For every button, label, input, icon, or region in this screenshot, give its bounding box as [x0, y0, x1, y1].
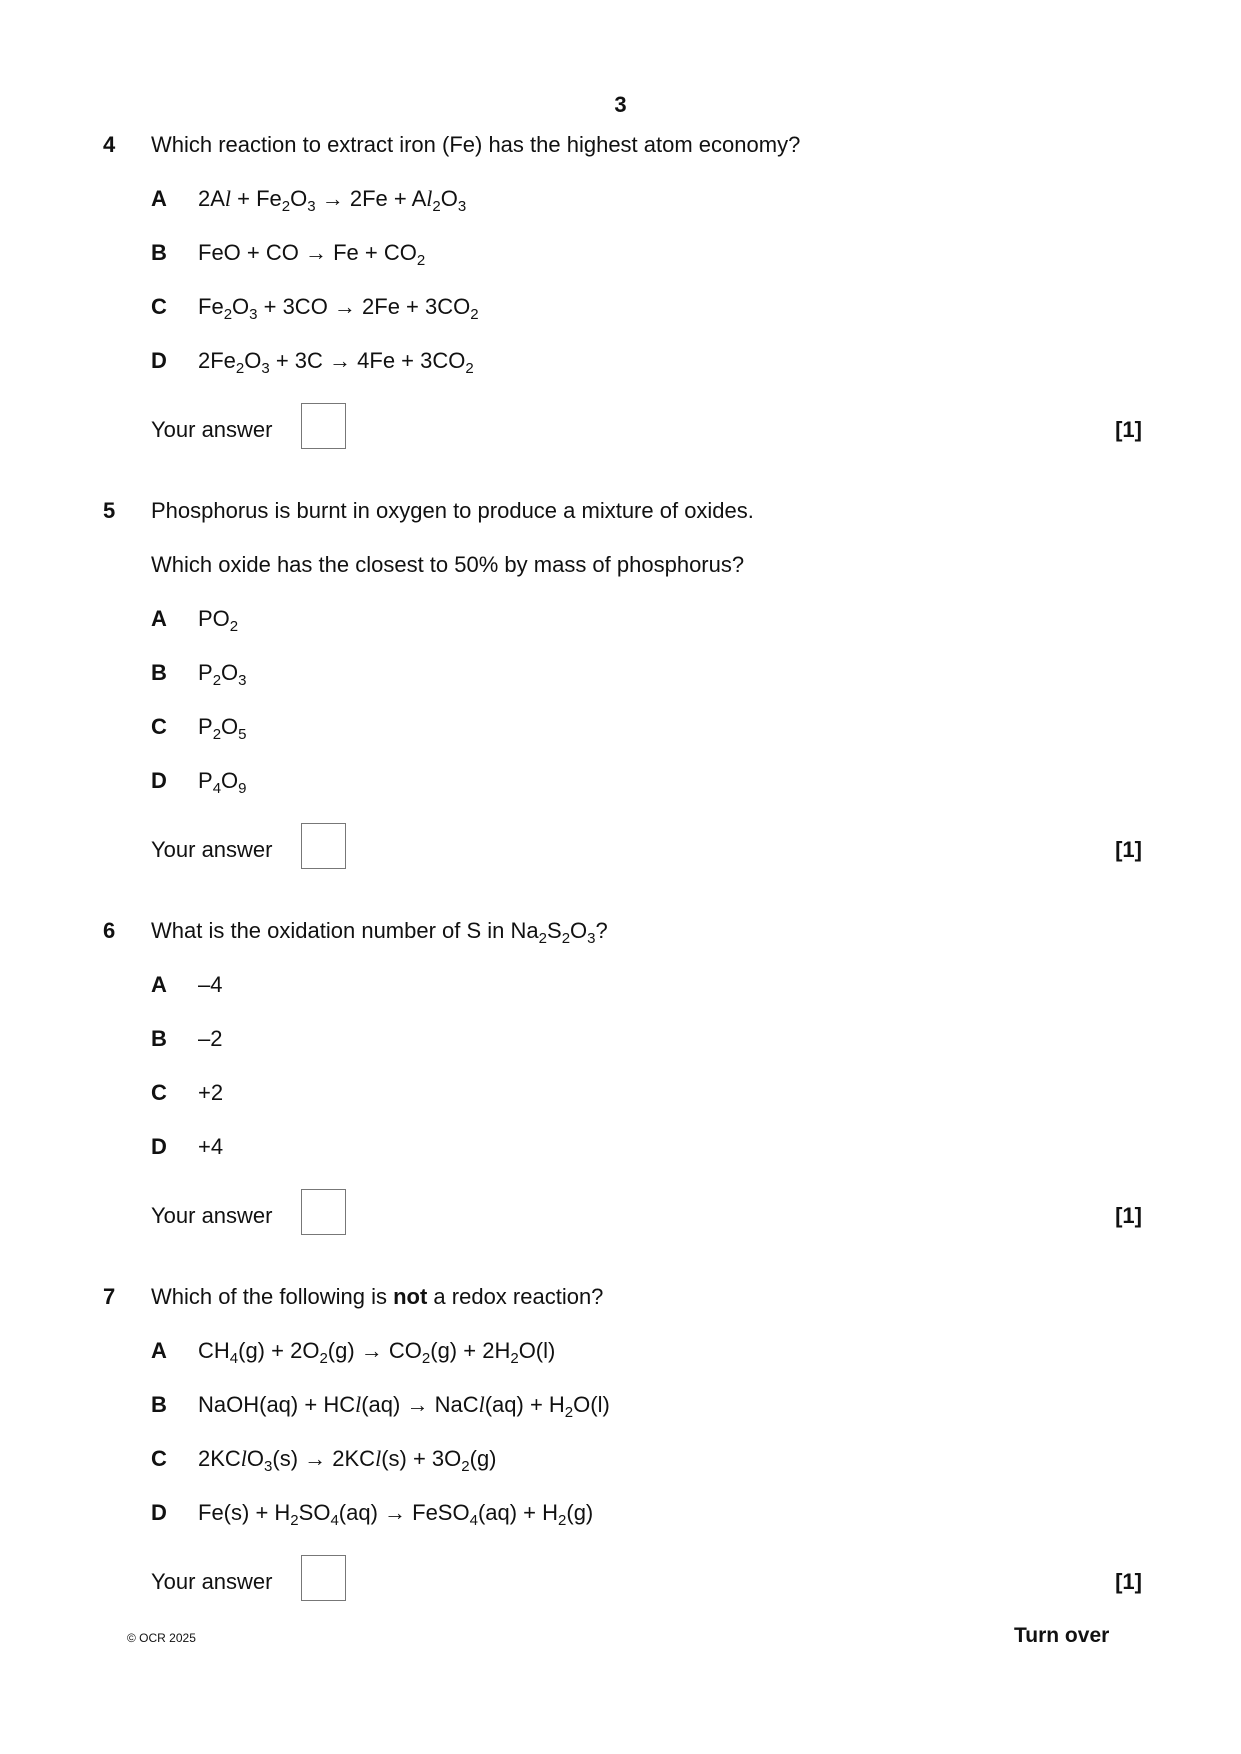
option-letter: C	[151, 294, 167, 319]
option-text: $Fe(s) + H_2SO_4(aq)$ → FeSO$_4$(aq) + $H_2(g)$	[198, 1500, 594, 1529]
option-text: $Fe_2O_3 + 3CO \to 2Fe + 3CO_2$	[198, 294, 479, 323]
option-letter: A	[151, 1338, 167, 1363]
option-text: +2	[198, 1080, 224, 1105]
option-d[interactable]	[151, 348, 474, 377]
option-letter: B	[151, 1026, 167, 1051]
option-text: FeO + CO → $Fe + CO_2$	[198, 240, 426, 269]
option-c[interactable]	[151, 714, 247, 743]
copyright-notice: © OCR 2025	[127, 1631, 196, 1645]
question-stem: Which of the following is not a redox reaction?	[151, 1284, 604, 1309]
option-c[interactable]	[151, 1446, 497, 1475]
mark-allocation: [1]	[1115, 1569, 1142, 1594]
option-letter: C	[151, 714, 167, 739]
mark-allocation: [1]	[1115, 417, 1142, 442]
option-letter: D	[151, 348, 167, 373]
option-a[interactable]	[151, 1338, 556, 1367]
answer-label: Your answer	[151, 417, 273, 442]
option-letter: C	[151, 1446, 167, 1471]
option-a[interactable]	[151, 972, 222, 998]
question-stem-2: Which oxide has the closest to 50% by mass of phosphorus?	[151, 552, 745, 577]
option-letter: B	[151, 660, 167, 685]
option-text: $PO_2$	[198, 606, 239, 635]
option-letter: B	[151, 240, 167, 265]
answer-box[interactable]	[301, 1189, 346, 1235]
turn-over-label: Turn over	[1014, 1624, 1110, 1647]
answer-label: Your answer	[151, 837, 273, 862]
answer-box[interactable]	[301, 403, 346, 449]
option-c[interactable]	[151, 1080, 223, 1106]
option-text: NaOH(aq) + HCl(aq) → NaCl(aq) + $H_2O(l)$	[198, 1392, 610, 1421]
question-stem: What is the oxidation number of S in $Na_2S_2O_3$?	[151, 918, 608, 947]
option-letter: A	[151, 972, 167, 997]
question-number: 4	[103, 132, 116, 157]
mark-allocation: [1]	[1115, 1203, 1142, 1228]
option-letter: A	[151, 186, 167, 211]
option-text: $2Al + Fe_2O_3 \to 2Fe + Al_2O_3$	[198, 186, 467, 215]
option-text: +4	[198, 1134, 224, 1159]
option-letter: A	[151, 606, 167, 631]
question-number: 7	[103, 1284, 116, 1309]
answer-label: Your answer	[151, 1569, 273, 1594]
option-a[interactable]	[151, 606, 239, 635]
answer-box[interactable]	[301, 1555, 346, 1601]
option-letter: B	[151, 1392, 167, 1417]
option-text: $2Fe_2O_3 + 3C \to 4Fe + 3CO_2$	[198, 348, 474, 377]
option-text: –4	[198, 972, 223, 997]
option-text: $CH_4(g) + 2O_2(g) \to CO_2(g) + 2H_2O(l)$	[198, 1338, 556, 1367]
page-number: 3	[614, 92, 627, 117]
option-b[interactable]	[151, 660, 247, 689]
option-letter: C	[151, 1080, 167, 1105]
option-b[interactable]	[151, 1392, 610, 1421]
option-c[interactable]	[151, 294, 479, 323]
option-d[interactable]	[151, 1134, 223, 1160]
option-letter: D	[151, 768, 167, 793]
option-d[interactable]	[151, 1500, 594, 1529]
question-number: 6	[103, 918, 116, 943]
option-text: $P_2O_3$	[198, 660, 247, 689]
option-d[interactable]	[151, 768, 247, 797]
option-text: –2	[198, 1026, 223, 1051]
option-text: $P_4O_9$	[198, 768, 247, 797]
question-stem: Which reaction to extract iron (Fe) has the highest atom economy?	[151, 132, 801, 157]
option-b[interactable]	[151, 1026, 222, 1052]
mark-allocation: [1]	[1115, 837, 1142, 862]
option-letter: D	[151, 1500, 167, 1525]
option-text: $P_2O_5$	[198, 714, 247, 743]
question-stem: Phosphorus is burnt in oxygen to produce a mixture of oxides.	[151, 498, 754, 523]
option-b[interactable]	[151, 240, 426, 269]
option-text: 2KClO$_3$(s) → $2KCl(s) + 3O_2(g)$	[198, 1446, 497, 1475]
option-letter: D	[151, 1134, 167, 1159]
question-number: 5	[103, 498, 116, 523]
answer-label: Your answer	[151, 1203, 273, 1228]
answer-box[interactable]	[301, 823, 346, 869]
option-a[interactable]	[151, 186, 467, 215]
